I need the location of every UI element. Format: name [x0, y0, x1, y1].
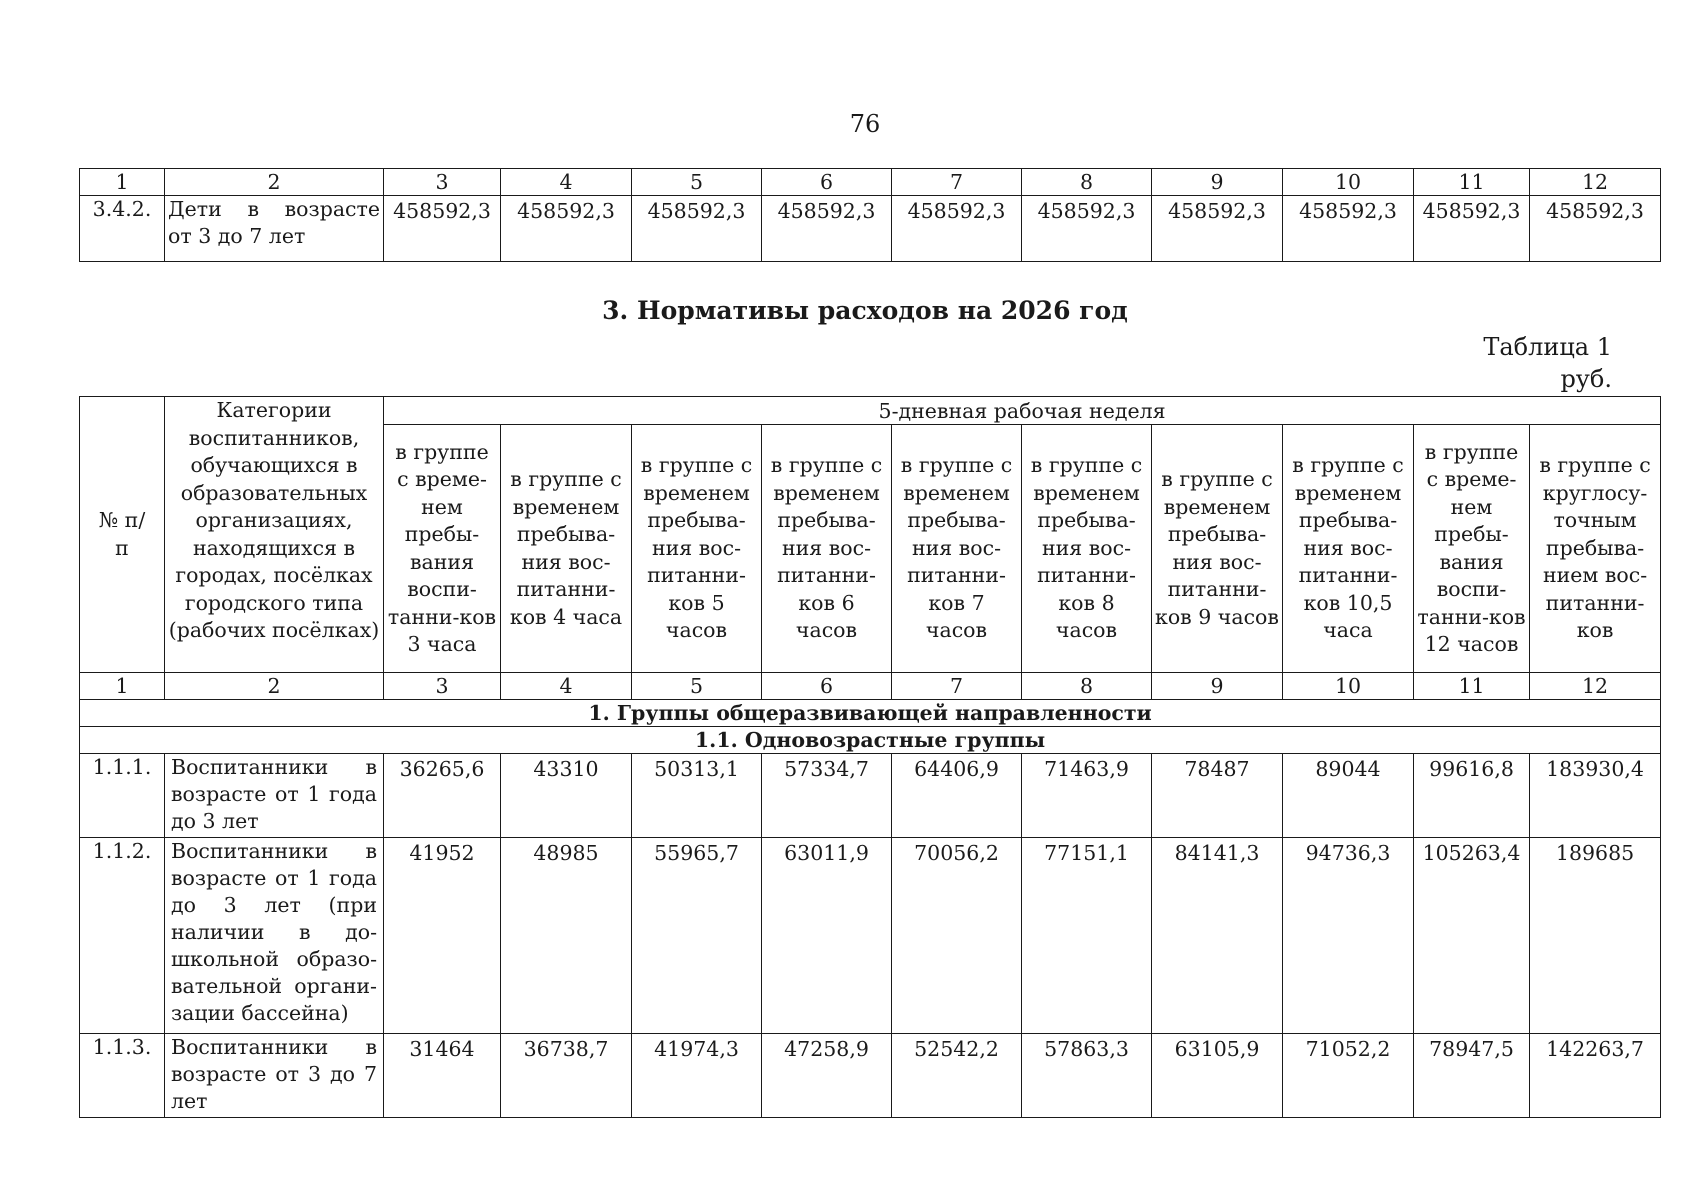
category-line: от 3 до 7 лет [168, 224, 306, 248]
value-cell: 458592,3 [892, 196, 1022, 262]
value-cell: 458592,3 [632, 196, 762, 262]
index-cell: 5 [632, 169, 762, 196]
row-code: 3.4.2. [80, 196, 165, 262]
value-cell: 71052,2 [1283, 1034, 1414, 1118]
norms-table [79, 396, 1661, 1118]
value-cell: 458592,3 [501, 196, 632, 262]
index-cell: 2 [165, 673, 384, 700]
index-cell: 4 [501, 169, 632, 196]
value-cell: 99616,8 [1414, 754, 1530, 838]
value-cell: 105263,4 [1414, 838, 1530, 1034]
value-cell: 458592,3 [762, 196, 892, 262]
index-cell: 7 [892, 673, 1022, 700]
continuation-table [79, 168, 1661, 262]
section-row [80, 700, 1661, 727]
value-cell: 36265,6 [384, 754, 501, 838]
index-cell: 10 [1283, 169, 1414, 196]
table-row [80, 838, 1661, 1034]
index-row [80, 673, 1661, 700]
section-heading: 1. Группы общеразвивающей направленности [80, 700, 1661, 727]
value-cell: 64406,9 [892, 754, 1022, 838]
index-cell: 4 [501, 673, 632, 700]
index-cell: 6 [762, 169, 892, 196]
page-number: 76 [849, 110, 881, 138]
value-cell: 41952 [384, 838, 501, 1034]
index-cell: 3 [384, 673, 501, 700]
subsection-row [80, 727, 1661, 754]
value-cell: 50313,1 [632, 754, 762, 838]
subsection-heading: 1.1. Одновозрастные группы [80, 727, 1661, 754]
index-cell: 6 [762, 673, 892, 700]
value-cell: 458592,3 [1530, 196, 1661, 262]
value-cell: 77151,1 [1022, 838, 1152, 1034]
row-category [165, 196, 384, 262]
index-cell: 3 [384, 169, 501, 196]
value-cell: 84141,3 [1152, 838, 1283, 1034]
header-week-group: 5-дневная рабочая неделя [384, 397, 1661, 425]
value-cell: 458592,3 [1022, 196, 1152, 262]
value-cell: 458592,3 [1283, 196, 1414, 262]
index-cell: 9 [1152, 673, 1283, 700]
index-cell: 7 [892, 169, 1022, 196]
index-cell: 10 [1283, 673, 1414, 700]
value-cell: 55965,7 [632, 838, 762, 1034]
index-cell: 1 [80, 673, 165, 700]
category-line: Дети в возрасте [168, 197, 380, 221]
value-cell: 458592,3 [384, 196, 501, 262]
value-cell: 52542,2 [892, 1034, 1022, 1118]
header-column: в группе с време-нем пребы-вания воспи-танни-ков 12 часов [1414, 425, 1530, 673]
header-column: в группе с временем пребыва-ния вос-питанни-ков 10,5 часа [1283, 425, 1414, 673]
row-code: 1.1.3. [80, 1034, 165, 1118]
header-column: в группе с време-нем пребы-вания воспи-танни-ков 3 часа [384, 425, 501, 673]
value-cell: 458592,3 [1152, 196, 1283, 262]
value-cell: 78487 [1152, 754, 1283, 838]
header-column: в группе с круглосу-точным пребыва-нием вос-питанни-ков [1530, 425, 1661, 673]
value-cell: 70056,2 [892, 838, 1022, 1034]
value-cell: 48985 [501, 838, 632, 1034]
header-column: в группе с временем пребыва-ния вос-питанни-ков 5 часов [632, 425, 762, 673]
index-cell: 12 [1530, 169, 1661, 196]
header-column: в группе с временем пребыва-ния вос-питанни-ков 8 часов [1022, 425, 1152, 673]
table-row [80, 1034, 1661, 1118]
index-cell: 11 [1414, 673, 1530, 700]
unit-label: руб. [1560, 365, 1612, 393]
value-cell: 94736,3 [1283, 838, 1414, 1034]
value-cell: 63105,9 [1152, 1034, 1283, 1118]
header-row [80, 397, 1661, 425]
index-cell: 2 [165, 169, 384, 196]
value-cell: 47258,9 [762, 1034, 892, 1118]
index-cell: 5 [632, 673, 762, 700]
value-cell: 458592,3 [1414, 196, 1530, 262]
value-cell: 89044 [1283, 754, 1414, 838]
row-category: Воспитанники в возрасте от 1 года до 3 лет [165, 754, 384, 838]
value-cell: 36738,7 [501, 1034, 632, 1118]
table-row [80, 754, 1661, 838]
header-category: Категории воспитанников, обучающихся в образовательных организациях, находящихся в городах, посёлках городского типа (рабочих посёлках) [165, 397, 384, 673]
value-cell: 142263,7 [1530, 1034, 1661, 1118]
value-cell: 31464 [384, 1034, 501, 1118]
header-column: в группе с временем пребыва-ния вос-питанни-ков 9 часов [1152, 425, 1283, 673]
header-column: в группе с временем пребыва-ния вос-питанни-ков 6 часов [762, 425, 892, 673]
header-column: в группе с временем пребыва-ния вос-питанни-ков 7 часов [892, 425, 1022, 673]
row-category: Воспитанники в возрасте от 3 до 7 лет [165, 1034, 384, 1118]
value-cell: 71463,9 [1022, 754, 1152, 838]
value-cell: 189685 [1530, 838, 1661, 1034]
value-cell: 41974,3 [632, 1034, 762, 1118]
header-column: в группе с временем пребыва-ния вос-питанни-ков 4 часа [501, 425, 632, 673]
value-cell: 57334,7 [762, 754, 892, 838]
value-cell: 183930,4 [1530, 754, 1661, 838]
row-code: 1.1.1. [80, 754, 165, 838]
table-label: Таблица 1 [1483, 333, 1612, 361]
header-number: № п/п [80, 397, 165, 673]
index-cell: 8 [1022, 169, 1152, 196]
value-cell: 57863,3 [1022, 1034, 1152, 1118]
index-cell: 11 [1414, 169, 1530, 196]
section-title: 3. Нормативы расходов на 2026 год [602, 296, 1128, 325]
value-cell: 43310 [501, 754, 632, 838]
index-cell: 12 [1530, 673, 1661, 700]
table-row [80, 196, 1661, 262]
row-code: 1.1.2. [80, 838, 165, 1034]
index-cell: 8 [1022, 673, 1152, 700]
value-cell: 63011,9 [762, 838, 892, 1034]
index-row [80, 169, 1661, 196]
value-cell: 78947,5 [1414, 1034, 1530, 1118]
index-cell: 9 [1152, 169, 1283, 196]
row-category: Воспитанники в возрасте от 1 года до 3 лет (при наличии в до-школьной образо-вательной органи-зации бассейна) [165, 838, 384, 1034]
index-cell: 1 [80, 169, 165, 196]
